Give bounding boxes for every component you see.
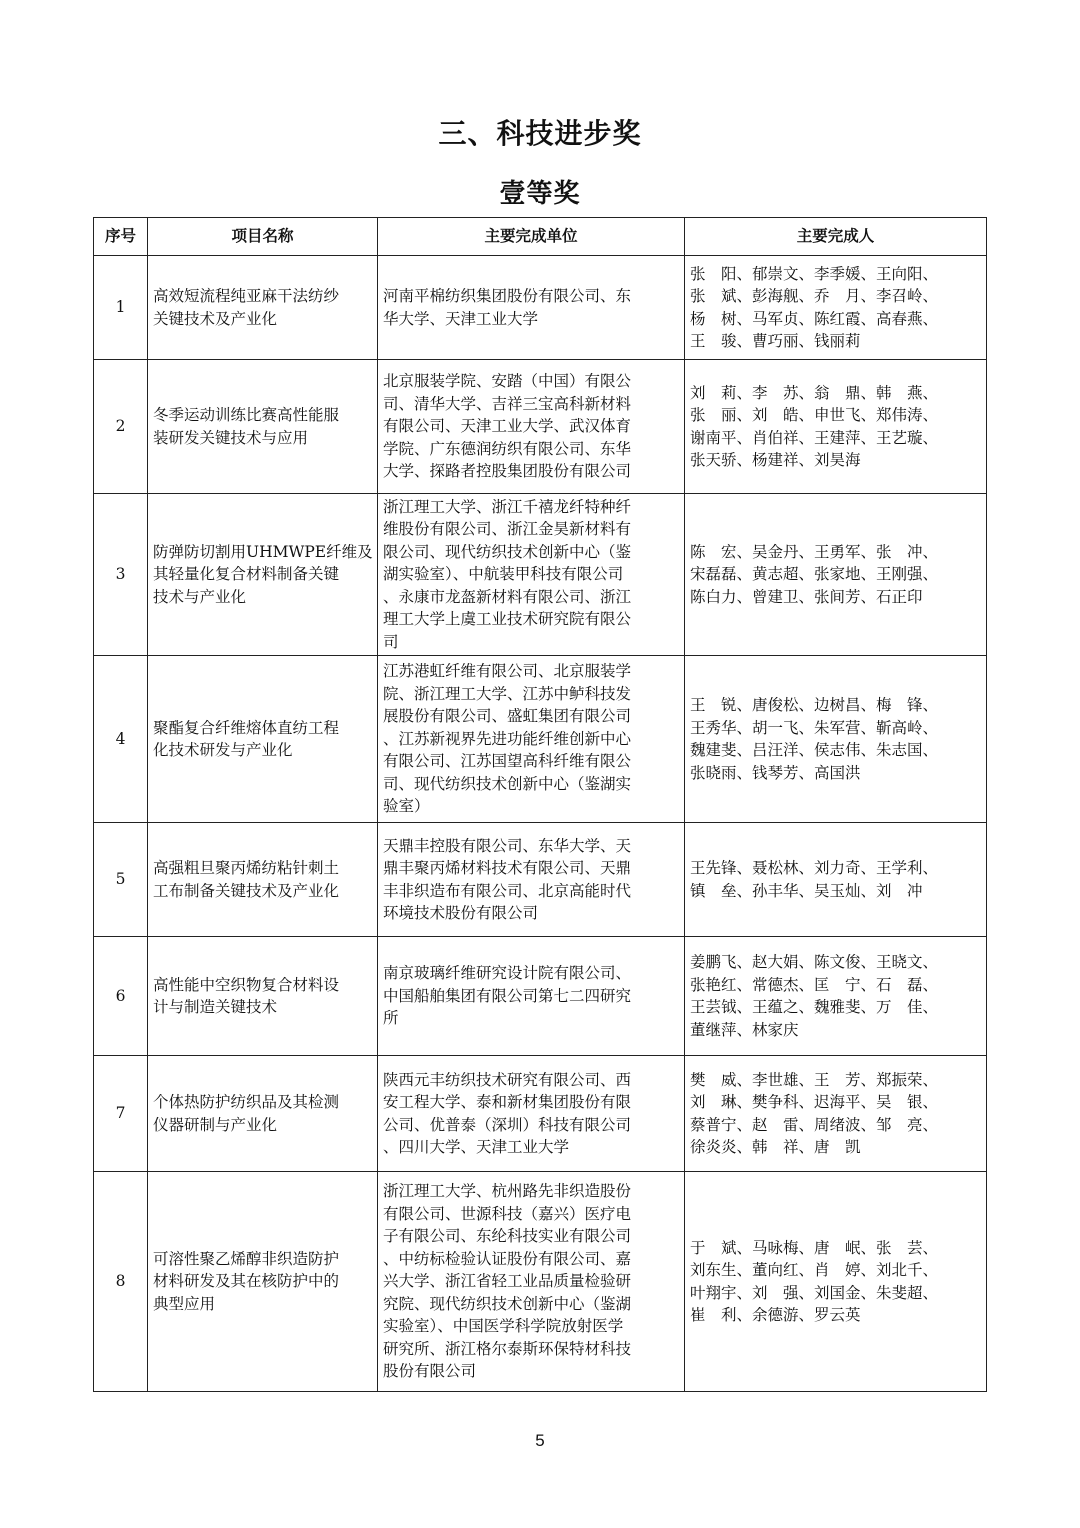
completion-units-line: 学院、广东德润纺织有限公司、东华 — [383, 439, 632, 458]
completion-people-line: 徐炎炎、韩 祥、唐 凯 — [690, 1138, 861, 1156]
completion-units-line: 有限公司、天津工业大学、武汉体育 — [383, 417, 632, 436]
completion-people — [685, 360, 987, 494]
completion-people-line: 杨 树、马军贞、陈红霞、高春燕、 — [690, 309, 939, 328]
header-project-name: 项目名称 — [148, 218, 378, 256]
table-row — [94, 823, 987, 937]
project-name-line: 仪器研制与产业化 — [153, 1115, 278, 1134]
completion-people-line: 张 斌、彭海舰、乔 月、李召岭、 — [690, 287, 939, 305]
completion-units-line: 有限公司、江苏国望高科纤维有限公 — [383, 752, 632, 771]
project-name-line: 典型应用 — [153, 1294, 216, 1313]
completion-people-line: 陈 宏、吴金丹、王勇军、张 冲、 — [690, 542, 939, 561]
completion-people-line: 王 锐、唐俊松、边树昌、梅 锋、 — [690, 696, 939, 714]
project-name-line: 工布制备关键技术及产业化 — [153, 881, 340, 900]
row-number: 4 — [94, 656, 148, 823]
completion-people-line: 张 阳、郁崇文、李季媛、王向阳、 — [690, 264, 939, 283]
completion-units-line: 环境技术股份有限公司 — [383, 904, 539, 922]
completion-units — [378, 1172, 685, 1392]
project-name-line: 聚酯复合纤维熔体直纺工程 — [153, 718, 340, 737]
project-name — [148, 494, 378, 656]
completion-people — [685, 256, 987, 360]
completion-units-line: 北京服装学院、安踏（中国）有限公 — [383, 372, 632, 391]
completion-units-line: 子有限公司、东纶科技实业有限公司 — [383, 1227, 632, 1246]
completion-people — [685, 656, 987, 823]
header-units: 主要完成单位 — [378, 218, 685, 256]
completion-people-line: 刘 琳、樊争科、迟海平、吴 银、 — [690, 1093, 939, 1111]
completion-units-line: 华大学、天津工业大学 — [383, 309, 539, 328]
completion-units — [378, 823, 685, 937]
row-number: 2 — [94, 360, 148, 494]
completion-units-line: 大学、探路者控股集团股份有限公司 — [383, 462, 632, 481]
completion-units-line: 展股份有限公司、盛虹集团有限公司 — [383, 707, 632, 726]
header-no: 序号 — [94, 218, 148, 256]
completion-units-line: 、四川大学、天津工业大学 — [383, 1138, 570, 1156]
project-name — [148, 937, 378, 1056]
table-row — [94, 256, 987, 360]
completion-units-line: 理工大学上虞工业技术研究院有限公 — [383, 610, 632, 629]
project-name-line: 个体热防护纺织品及其检测 — [153, 1093, 340, 1111]
table-header-row — [94, 218, 987, 256]
completion-units-line: 江苏港虹纤维有限公司、北京服装学 — [383, 662, 632, 681]
award-table — [93, 217, 987, 1392]
page-number: 5 — [535, 1431, 545, 1450]
completion-people-line: 樊 威、李世雄、王 芳、郑振荣、 — [690, 1070, 939, 1089]
completion-people-line: 宋磊磊、黄志超、张家地、王刚强、 — [690, 565, 939, 584]
completion-units-line: 河南平棉纺织集团股份有限公司、东 — [383, 287, 632, 305]
completion-people-line: 陈白力、曾建卫、张间芳、石正印 — [690, 587, 923, 606]
table-row — [94, 1172, 987, 1392]
completion-units-line: 院、浙江理工大学、江苏中鲈科技发 — [383, 684, 632, 703]
project-name-line: 装研发关键技术与应用 — [153, 428, 309, 447]
completion-people-line: 崔 利、余德游、罗云英 — [690, 1306, 861, 1324]
completion-people-line: 蔡普宁、赵 雷、周绪波、邹 亮、 — [690, 1115, 939, 1134]
completion-people-line: 王先锋、聂松林、刘力奇、王学利、 — [690, 859, 939, 877]
completion-units-line: 安工程大学、泰和新材集团股份有限 — [383, 1093, 632, 1111]
project-name-line: 高性能中空织物复合材料设 — [153, 975, 340, 994]
completion-units-line: 、永康市龙盔新材料有限公司、浙江 — [383, 587, 632, 606]
completion-units-line: 司、清华大学、吉祥三宝高科新材料 — [383, 394, 632, 413]
completion-units-line: 公司、优普泰（深圳）科技有限公司 — [383, 1115, 632, 1134]
section-title: 三、科技进步奖 — [438, 117, 642, 150]
completion-units — [378, 656, 685, 823]
completion-people — [685, 1056, 987, 1172]
table-row — [94, 937, 987, 1056]
completion-units-line: 维股份有限公司、浙江金昊新材料有 — [383, 520, 632, 539]
row-number: 5 — [94, 823, 148, 937]
project-name-line: 高强粗旦聚丙烯纺粘针刺土 — [153, 859, 340, 877]
completion-units — [378, 256, 685, 360]
completion-people-line: 刘东生、董向红、肖 婷、刘北千、 — [690, 1261, 939, 1279]
row-number: 1 — [94, 256, 148, 360]
completion-units-line: 、江苏新视界先进功能纤维创新中心 — [383, 729, 632, 748]
completion-units-line: 、中纺标检验认证股份有限公司、嘉 — [383, 1249, 632, 1268]
completion-units-line: 丰非织造布有限公司、北京高能时代 — [383, 881, 632, 900]
completion-units-line: 司 — [383, 632, 399, 651]
completion-units-line: 浙江理工大学、浙江千禧龙纤特种纤 — [383, 497, 632, 516]
completion-people-line: 叶翔宇、刘 强、刘国金、朱斐超、 — [690, 1283, 939, 1302]
completion-units-line: 司、现代纺织技术创新中心（鉴湖实 — [383, 774, 632, 793]
completion-units-line: 中国船舶集团有限公司第七二四研究 — [383, 986, 632, 1005]
completion-people-line: 谢南平、肖伯祥、王建萍、王艺璇、 — [690, 428, 939, 447]
project-name — [148, 1056, 378, 1172]
completion-people-line: 张艳红、常德杰、匡 宁、石 磊、 — [690, 975, 939, 994]
completion-units-line: 南京玻璃纤维研究设计院有限公司、 — [383, 964, 632, 983]
completion-people-line: 王秀华、胡一飞、朱军营、靳高岭、 — [690, 718, 939, 737]
completion-units-line: 陕西元丰纺织技术研究有限公司、西 — [383, 1070, 632, 1089]
completion-units-line: 实验室）、中国医学科学院放射医学 — [383, 1317, 624, 1336]
project-name-line: 化技术研发与产业化 — [153, 741, 293, 759]
completion-units-line: 究院、现代纺织技术创新中心（鉴湖 — [383, 1294, 632, 1313]
row-number: 6 — [94, 937, 148, 1056]
row-number: 8 — [94, 1172, 148, 1392]
completion-people-line: 魏建斐、吕汪洋、侯志伟、朱志国、 — [690, 741, 939, 759]
table-row — [94, 1056, 987, 1172]
table-row — [94, 494, 987, 656]
completion-units — [378, 1056, 685, 1172]
completion-units-line: 所 — [383, 1009, 399, 1028]
completion-people-line: 姜鹏飞、赵大娟、陈文俊、王晓文、 — [690, 953, 939, 971]
completion-units-line: 验室） — [383, 797, 430, 816]
completion-units-line: 浙江理工大学、杭州路先非织造股份 — [383, 1182, 632, 1201]
completion-units — [378, 937, 685, 1056]
completion-people — [685, 823, 987, 937]
completion-units — [378, 494, 685, 656]
row-number: 3 — [94, 494, 148, 656]
table-body — [94, 256, 987, 1392]
completion-units-line: 股份有限公司 — [383, 1362, 477, 1381]
project-name-line: 其轻量化复合材料制备关键 — [153, 565, 340, 584]
project-name-line: 高效短流程纯亚麻干法纺纱 — [153, 287, 340, 305]
completion-units-line: 兴大学、浙江省轻工业品质量检验研 — [383, 1272, 632, 1291]
completion-people-line: 王 骏、曹巧丽、钱丽莉 — [690, 332, 861, 350]
project-name — [148, 656, 378, 823]
completion-units-line: 天鼎丰控股有限公司、东华大学、天 — [383, 836, 632, 855]
completion-units-line: 研究所、浙江格尔泰斯环保特材科技 — [383, 1339, 632, 1358]
award-level-title: 壹等奖 — [499, 179, 581, 209]
completion-units-line: 有限公司、世源科技（嘉兴）医疗电 — [383, 1204, 632, 1223]
completion-units — [378, 360, 685, 494]
project-name-line: 冬季运动训练比赛高性能服 — [153, 406, 340, 424]
project-name-line: 计与制造关键技术 — [153, 998, 278, 1016]
completion-people-line: 张 丽、刘 皓、申世飞、郑伟涛、 — [690, 406, 939, 424]
project-name-line: 可溶性聚乙烯醇非织造防护 — [153, 1249, 340, 1268]
completion-people-line: 镇 垒、孙丰华、吴玉灿、刘 冲 — [690, 881, 923, 900]
completion-people-line: 王芸钺、王蕴之、魏雅斐、万 佳、 — [690, 998, 939, 1016]
project-name-line: 材料研发及其在核防护中的 — [153, 1272, 340, 1291]
completion-units-line: 湖实验室）、中航装甲科技有限公司 — [383, 565, 624, 584]
completion-people-line: 张天骄、杨建祥、刘昊海 — [690, 451, 861, 469]
row-number: 7 — [94, 1056, 148, 1172]
project-name — [148, 823, 378, 937]
completion-people-line: 董继萍、林家庆 — [690, 1020, 799, 1039]
project-name-line: 防弹防切割用UHMWPE纤维及 — [153, 542, 373, 561]
project-name — [148, 360, 378, 494]
project-name-line: 技术与产业化 — [153, 587, 247, 606]
project-name-line: 关键技术及产业化 — [153, 309, 278, 328]
header-people: 主要完成人 — [685, 218, 987, 256]
completion-people-line: 于 斌、马咏梅、唐 岷、张 芸、 — [690, 1238, 939, 1257]
completion-people — [685, 494, 987, 656]
project-name — [148, 256, 378, 360]
completion-units-line: 限公司、现代纺织技术创新中心（鉴 — [383, 542, 632, 561]
project-name — [148, 1172, 378, 1392]
completion-people-line: 张晓雨、钱琴芳、高国洪 — [690, 763, 861, 782]
completion-people — [685, 937, 987, 1056]
completion-people — [685, 1172, 987, 1392]
completion-units-line: 鼎丰聚丙烯材料技术有限公司、天鼎 — [383, 859, 632, 877]
completion-people-line: 刘 莉、李 苏、翁 鼎、韩 燕、 — [690, 383, 939, 402]
table-row — [94, 656, 987, 823]
table-row — [94, 360, 987, 494]
